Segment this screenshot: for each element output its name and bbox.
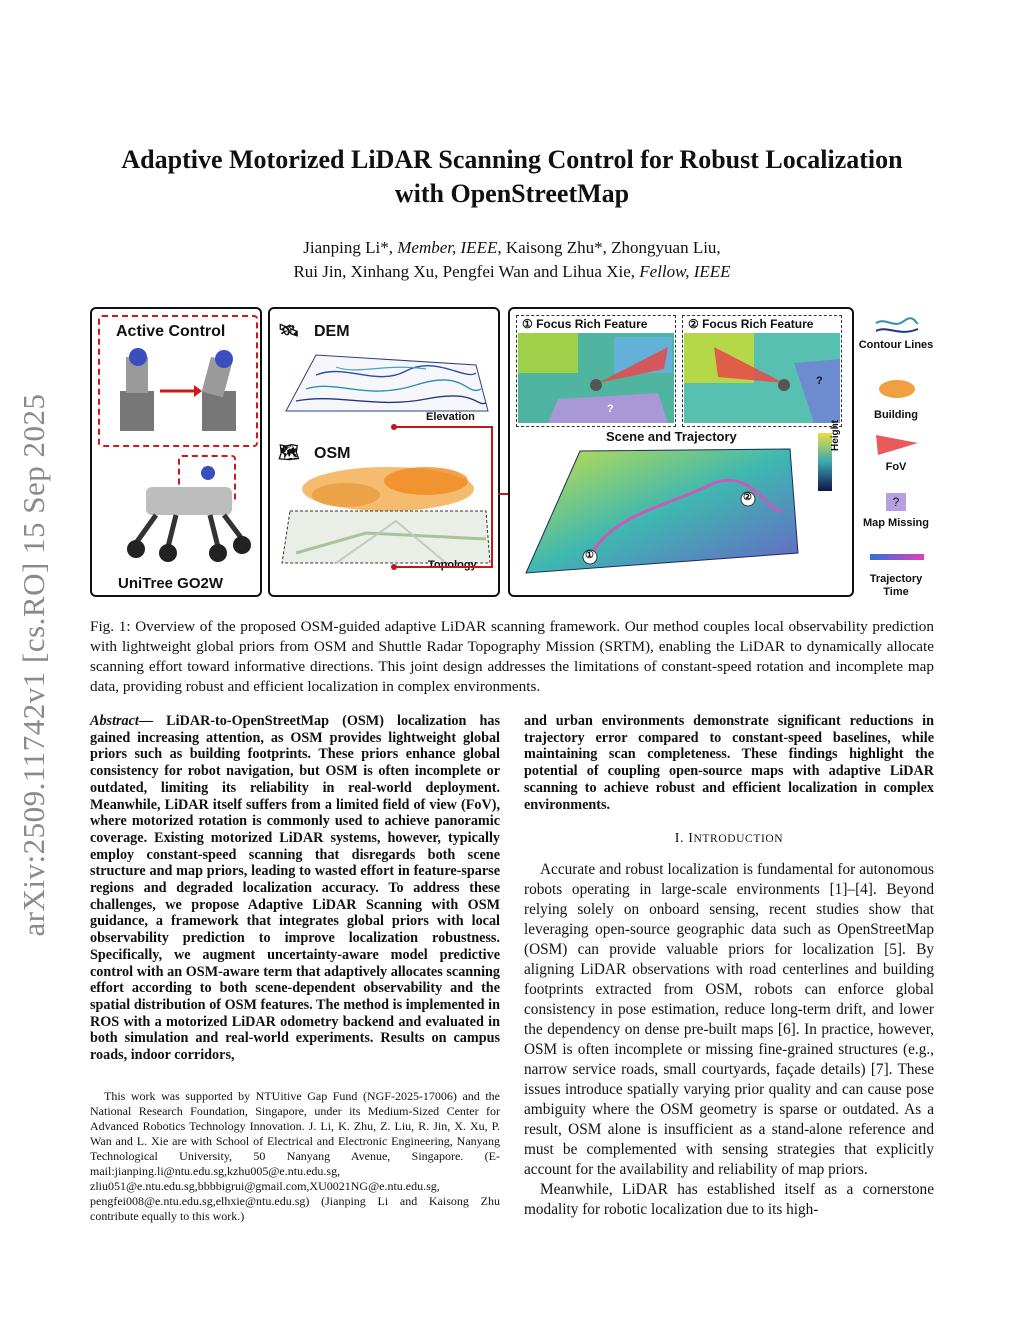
legend-missing-icon: ? bbox=[886, 493, 906, 511]
elevation-label: Elevation bbox=[426, 411, 475, 423]
robot-wheel-3 bbox=[209, 544, 227, 562]
legend-time-label: Time bbox=[883, 586, 909, 598]
lidar-rotation-illustration bbox=[102, 345, 252, 441]
unitree-label: UniTree GO2W bbox=[118, 575, 224, 592]
abstract bbox=[90, 713, 500, 1064]
lidar-lens-right bbox=[215, 350, 233, 368]
footnote bbox=[90, 1089, 500, 1224]
author-list bbox=[90, 236, 934, 284]
robot-lidar bbox=[201, 466, 215, 480]
dem-contour-map bbox=[276, 345, 496, 421]
section-title: NTRODUCTION bbox=[693, 833, 784, 846]
abstract-text: — LiDAR-to-OpenStreetMap (OSM) localization has gained increasing attention, as OSM provides lightweight global priors such as building footprints. These priors enhance global consistency for robot navigation, but OSM is often incomplete or outdated, limiting its reliability in real-world deployment. Meanwhile, LiDAR itself suffers from a limited field of view (FoV), where motorized rotation is commonly used to achieve panoramic coverage. Existing motorized LiDAR systems, however, typically employ constant-speed scanning that disregards both scene structure and map priors, leading to wasted effort in feature-sparse regions and degraded localization accuracy. To address these challenges, we propose Adaptive LiDAR Scanning with OSM guidance, a framework that integrates global priors with local observability prediction to improve localization robustness. Specifically, we augment uncertainty-aware model predictive control with an OSM-aware term that adaptively allocates scanning effort according to both scene-dependent observability and the spatial distribution of OSM features. The method is implemented in ROS with a motorized LiDAR odometry backend and evaluated in both simulation and real-world experiments. Results on campus roads, indoor corridors, bbox=[90, 713, 500, 1064]
robot-leg-1 bbox=[136, 515, 156, 543]
intro-paragraph-2: Meanwhile, LiDAR has established itself as a cornerstone modality for robotic localization due to its high- bbox=[524, 1180, 934, 1218]
legend-building-icon bbox=[876, 377, 918, 401]
legend-fov-icon bbox=[874, 431, 920, 457]
focus-scene-2-qmark: ? bbox=[816, 375, 823, 387]
legend-trajectory-label: Trajectory bbox=[869, 573, 923, 585]
legend-contour-line-2 bbox=[876, 329, 918, 332]
authors-1b: , Kaisong Zhu*, Zhongyuan Liu, bbox=[497, 238, 721, 257]
intro-paragraph-1: Accurate and robust localization is fundamental for autonomous robots operating in large-scale environments [1]–[4]. Beyond relying solely on onboard sensing, recent studies show that leveraging open-source geographic data such as OpenStreetMap (OSM) can provide valuable priors for localization [5]. By aligning LiDAR observations with road centerlines and building footprints extracted from OSM, robots can enforce global consistency in pose estimation, reduce long-term drift, and lower the dependency on dense pre-built maps [6]. In practice, however, OSM is often incomplete or missing fine-grained structures (e.g., narrow service roads, small courtyards, façade details) [7]. These issues introduce spatially varying prior quality and can cause pose ambiguity where the OSM geometry is sparse or outdated. As a result, OSM alone is insufficient as a stand-alone reference and must be complemented with sensing strategies that explicitly account for the availability and reliability of map priors. bbox=[524, 860, 934, 1178]
legend-contour-line-1 bbox=[876, 318, 918, 324]
focus-scene-1-block-a bbox=[518, 333, 578, 373]
map-icon: 🗺 bbox=[278, 443, 300, 462]
legend-missing-label: Map Missing bbox=[862, 517, 929, 529]
osm-label: OSM bbox=[314, 445, 351, 462]
author-role-2: Fellow, IEEE bbox=[639, 262, 731, 281]
robot-leg-2 bbox=[168, 515, 176, 547]
panel-dem-osm bbox=[268, 307, 500, 597]
authors-2a: Rui Jin, Xinhang Xu, Pengfei Wan and Lihua Xie, bbox=[293, 262, 640, 281]
robot-wheel-2 bbox=[159, 544, 177, 562]
unitree-robot-illustration bbox=[106, 459, 256, 571]
introduction-body bbox=[524, 860, 934, 1220]
robot-leg-4 bbox=[224, 515, 242, 539]
prior-dot-elevation bbox=[391, 424, 397, 430]
legend-building-shape bbox=[879, 380, 915, 398]
lidar-lens-left bbox=[129, 348, 147, 366]
topology-label: Topology bbox=[428, 559, 477, 571]
abstract-continued: and urban environments demonstrate significant reductions in trajectory error compared to constant-speed baselines, while maintaining scan completeness. These findings highlight the potential of coupling open-source maps with adaptive LiDAR scanning to achieve robust and efficient localization in complex environments. bbox=[524, 713, 934, 813]
height-label: Height bbox=[830, 419, 841, 451]
focus-label-1: ① Focus Rich Feature bbox=[522, 317, 648, 331]
trajectory-marker-2: ② bbox=[743, 492, 752, 503]
panel-active-control bbox=[90, 307, 262, 597]
trajectory-marker-1: ① bbox=[585, 550, 594, 561]
section-heading-introduction bbox=[524, 831, 934, 848]
legend-building-label: Building bbox=[874, 409, 918, 421]
focus-scene-1-qmark: ? bbox=[607, 403, 614, 415]
right-column bbox=[524, 713, 934, 1220]
figure-1 bbox=[90, 307, 934, 603]
legend-contour-icon bbox=[874, 315, 920, 337]
author-line-1 bbox=[90, 236, 934, 260]
figure-legend bbox=[858, 307, 934, 597]
building-cloud-west bbox=[312, 483, 380, 507]
section-number: I. I bbox=[674, 831, 694, 847]
scene-title: Scene and Trajectory bbox=[606, 429, 737, 444]
focus-scene-1-robot bbox=[590, 379, 602, 391]
left-column bbox=[90, 713, 500, 1064]
abstract-lead: Abstract bbox=[90, 713, 139, 729]
scene-map bbox=[520, 445, 800, 593]
panel-scene-trajectory bbox=[508, 307, 854, 597]
focus-scene-1 bbox=[518, 333, 674, 423]
arxiv-stamp bbox=[12, 370, 56, 960]
scene-terrain bbox=[526, 449, 798, 573]
title-line-2: with OpenStreetMap bbox=[394, 179, 630, 208]
prior-dot-topology bbox=[391, 564, 397, 570]
paper-title bbox=[90, 143, 934, 211]
robot-wheel-1 bbox=[127, 540, 145, 558]
dem-label: DEM bbox=[314, 323, 350, 340]
lidar-base-left bbox=[120, 391, 154, 431]
prior-connector-line bbox=[394, 427, 492, 567]
focus-label-2: ② Focus Rich Feature bbox=[688, 317, 814, 331]
title-line-1: Adaptive Motorized LiDAR Scanning Control for Robust Localization bbox=[121, 145, 903, 174]
author-role-1: Member, IEEE bbox=[397, 238, 498, 257]
figure-caption: Fig. 1: Overview of the proposed OSM-guided adaptive LiDAR scanning framework. Our method couples local observability prediction with lightweight global priors from OSM and Shuttle Radar Topography Mission (SRTM), enabling the LiDAR to dynamically allocate scanning effort toward informative directions. This joint design addresses the limitations of constant-speed rotation and incomplete map data, providing robust and efficient localization in complex environments. bbox=[90, 618, 934, 695]
legend-fov-label: FoV bbox=[885, 461, 907, 473]
authors-1a: Jianping Li*, bbox=[303, 238, 398, 257]
focus-scene-2-robot bbox=[778, 379, 790, 391]
satellite-icon: 🛰 bbox=[278, 321, 300, 340]
rotation-arrow-head bbox=[194, 385, 202, 397]
lidar-base-right bbox=[202, 391, 236, 431]
robot-wheel-4 bbox=[233, 536, 251, 554]
legend-trajectory-icon bbox=[870, 551, 924, 563]
prior-connector bbox=[390, 413, 500, 573]
legend-trajectory-bar bbox=[870, 554, 924, 560]
legend-fov-shape bbox=[876, 435, 918, 455]
footnote-text: This work was supported by NTUitive Gap Fund (NGF-2025-17006) and the National Research Foundation, Singapore, under its Medium-Sized Center for Advanced Robotics Technology Innovation. J. Li, K. Zhu, Z. Liu, R. Jin, X. Xu, P. Wan and L. Xie are with School of Electrical and Electronic Engineering, Nanyang Technological University, 50 Nanyang Avenue, Singapore. (E-mail:jianping.li@ntu.edu.sg,kzhu005@e.ntu.edu.sg, zliu051@e.ntu.edu.sg,bbbbigrui@gmail.com,XU0021NG@e.ntu.edu.sg, pengfei008@e.ntu.edu.sg,elhxie@ntu.edu.sg) (Jianping Li and Kaisong Zhu contribute equally to this work.) bbox=[90, 1089, 500, 1223]
robot-leg-3 bbox=[210, 515, 218, 547]
arxiv-stamp-text: arXiv:2509.11742v1 [cs.RO] 15 Sep 2025 bbox=[16, 393, 51, 937]
active-control-label: Active Control bbox=[116, 323, 226, 340]
legend-contour-label: Contour Lines bbox=[858, 339, 934, 351]
robot-body bbox=[146, 487, 232, 515]
author-line-2 bbox=[90, 260, 934, 284]
